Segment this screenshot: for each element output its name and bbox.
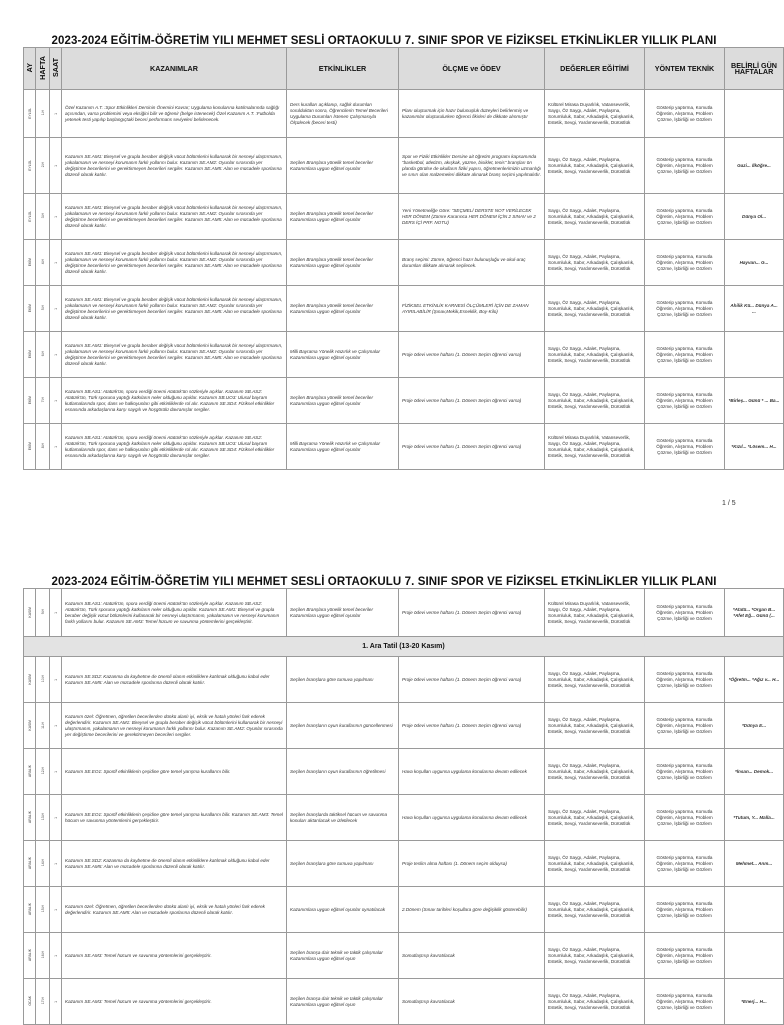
cell-kazanim: Kazanım özel: Öğretmen, öğretilen becerilerden dünkü alanlı iyi, eksik ve hatalı yönleri fark ederek değerlendirir. Kazanım SE.AM1: Bireysel ve grupla beraber değişik vücut bölümlerini kullanarak bir nesneyi ulaştırmanın, yakalamanın ve nesneyi korumanın farklı yollarını bulur. Kazanım SE.AM2: Oyunlar sırasında yer değiştirme becerilerini ve gerektirmeyen becerileri sergiler.	[62, 703, 287, 749]
cell-olcme: Somutlaştırıp kavratılacak	[399, 933, 545, 979]
cell-olcme: Planı oluşturmak için hazır bulunuşluk düzeyleri belirlenmiş ve kazanımlar oluşturulurken öğrenci fikirleri de dikkate alınmıştır	[399, 90, 545, 138]
cell-etkinlik: Seçilen branşlara göre turnuva yapılması	[287, 657, 399, 703]
cell-degerler: Saygı, Öz Saygı, Adalet, Paylaşma, Sorumluluk, Sabır, Arkadaşlık, Çalışkanlık, Estetik, Sevgi, Yardımseverlik, Dürüstlük	[545, 795, 645, 841]
cell-olcme: Proje teslim alma haftası (1. Dönem seçim olduysa)	[399, 841, 545, 887]
table-header-row	[24, 48, 784, 90]
cell-kazanim: Kazanım SE.AM1: Bireysel ve grupla beraber değişik vücut bölümlerini kullanarak bir nesneyi ulaştırmanın, yakalamanın ve nesneyi korumanın farklı yollarını bulur. Kazanım SE.AM2: Oyunlar sırasında yer değiştirme becerilerini ve gerektirmeyen becerileri sergiler. Kazanım SE.AM5: Alan ve mücadele sporlarına düzenli olarak katılır.	[62, 240, 287, 286]
cell-yontem: Gösterip yaptırma, Komutla Öğretim, Alıştırma, Problem Çözme, İşbirliği ve Gözlem	[645, 424, 725, 470]
cell-degerler: Kültürel Mirasa Duyarlılık, Vatanseverlik, Saygı, Öz Saygı, Adalet, Paylaşma, Sorumluluk, Sabır, Arkadaşlık, Çalışkanlık, Estetik, Sevgi, Yardımseverlik, Dürüstlük	[545, 424, 645, 470]
table-row: EYLÜL 1.H 1 Özel Kazanım A.T. :Spor Etkinlikleri Dersinin Önemini Kavrar; Uygulama konularına katılmalarında sağlığı açısından, varsa problemini veya eksiğini bilir ve öğrenir (belge istenecek) Özel Kazanım A.T. :Futbolda yetenek testi yapılıp başlangıçtaki beceri performans seviyeleri belirlenecek. Ders kuralları açıklanıp, sağlık durumları sorulduktan sonra, Öğrencilerin Temel Becerileri Uygulama Durumları İstenen Çalışmasıyla Ölçülecek (beceri testi) Planı oluşturmak için hazır bulunuşluk düzeyleri belirlenmiş ve kazanımlar oluşturulurken öğrenci fikirleri de dikkate alınmıştır Kültürel Mirasa Duyarlılık, Vatanseverlik, Saygı, Öz Saygı, Adalet, Paylaşma, Sorumluluk, Sabır, Arkadaşlık, Çalışkanlık, Estetik, Sevgi, Yardımseverlik, Dürüstlük Gösterip yaptırma, Komutla Öğretim, Alıştırma, Problem Çözme, İşbirliği ve Gözlem	[24, 90, 784, 138]
table-row: ARALIK 12.H 1 Kazanım SE.EO1: Sportif etkinliklerin çeşidine göre temel yarışma kurallarını bilir. Seçilen branşların oyun kurallarının öğretilmesi Hava koşulları uygunsa uygulama konularına devam edilecek Saygı, Öz Saygı, Adalet, Paylaşma, Sorumluluk, Sabır, Arkadaşlık, Çalışkanlık, Estetik, Sevgi, Yardımseverlik, Dürüstlük Gösterip yaptırma, Komutla Öğretim, Alıştırma, Problem Çözme, İşbirliği ve Gözlem *İnsan... Demok...	[24, 749, 784, 795]
cell-etkinlik: Ders kuralları açıklanıp, sağlık durumları sorulduktan sonra, Öğrencilerin Temel Becerileri Uygulama Durumları İstenen Çalışmasıyla Ölçülecek (beceri testi)	[287, 90, 399, 138]
cell-kazanim: Kazanım SE.AM1: Bireysel ve grupla beraber değişik vücut bölümlerini kullanarak bir nesneyi ulaştırmanın, yakalamanın ve nesneyi korumanın farklı yollarını bulur. Kazanım SE.AM2: Oyunlar sırasında yer değiştirme becerilerini ve gerektirmeyen becerileri sergiler. Kazanım SE.AM5: Alan ve mücadele sporlarına düzenli olarak katılır.	[62, 286, 287, 332]
header-degerler: DEĞERLER EĞİTİMİ	[545, 48, 645, 90]
cell-olcme: Hava koşulları uygunsa uygulama konularına devam edilecek	[399, 795, 545, 841]
cell-belirli: *Tutum, Y... Malla...	[725, 795, 784, 841]
cell-belirli: Ahilik Kü... Dünya A... ...	[725, 286, 784, 332]
cell-belirli: *Enerj... H...	[725, 979, 784, 1025]
cell-yontem: Gösterip yaptırma, Komutla Öğretim, Alıştırma, Problem Çözme, İşbirliği ve Gözlem	[645, 332, 725, 378]
cell-olcme: Branş seçimi: Zümre, öğrenci hazır bulunuşluğu ve okul-araç durumları dikkate alınarak seçilecek.	[399, 240, 545, 286]
cell-yontem: Gösterip yaptırma, Komutla Öğretim, Alıştırma, Problem Çözme, İşbirliği ve Gözlem	[645, 795, 725, 841]
cell-yontem: Gösterip yaptırma, Komutla Öğretim, Alıştırma, Problem Çözme, İşbirliği ve Gözlem	[645, 657, 725, 703]
holiday-row	[24, 637, 784, 657]
cell-belirli: *Birleş... Günü * ... Ba...	[725, 378, 784, 424]
table-row: EKİM 4.H 1 Kazanım SE.AM1: Bireysel ve grupla beraber değişik vücut bölümlerini kullanarak bir nesneyi ulaştırmanın, yakalamanın ve nesneyi korumanın farklı yollarını bulur. Kazanım SE.AM2: Oyunlar sırasında yer değiştirme becerilerini ve gerektirmeyen becerileri sergiler. Kazanım SE.AM5: Alan ve mücadele sporlarına düzenli olarak katılır. Seçilen Branşlara yönelik temel beceriler Kazanımlara uygun eğitsel oyunlar Branş seçimi: Zümre, öğrenci hazır bulunuşluğu ve okul-araç durumları dikkate alınarak seçilecek. Saygı, Öz Saygı, Adalet, Paylaşma, Sorumluluk, Sabır, Arkadaşlık, Çalışkanlık, Estetik, Sevgi, Yardımseverlik, Dürüstlük Gösterip yaptırma, Komutla Öğretim, Alıştırma, Problem Çözme, İşbirliği ve Gözlem Hayvan... G...	[24, 240, 784, 286]
cell-etkinlik: Milli Bayrama Yönelik Hazırlık ve Çalışmalar Kazanımlara uygun eğitsel oyunlar	[287, 424, 399, 470]
cell-yontem: Gösterip yaptırma, Komutla Öğretim, Alıştırma, Problem Çözme, İşbirliği ve Gözlem	[645, 240, 725, 286]
table-row: EKİM 6.H 1 Kazanım SE.AM1: Bireysel ve grupla beraber değişik vücut bölümlerini kullanarak bir nesneyi ulaştırmanın, yakalamanın ve nesneyi korumanın farklı yollarını bulur. Kazanım SE.AM2: Oyunlar sırasında yer değiştirme becerilerini ve gerektirmeyen becerileri sergiler. Kazanım SE.AM5: Alan ve mücadele sporlarına düzenli olarak katılır. Milli Bayrama Yönelik Hazırlık ve Çalışmalar Kazanımlara uygun eğitsel oyunlar Proje ödevi verme haftası (1. Dönem Seçim öğrenci varsa) Saygı, Öz Saygı, Adalet, Paylaşma, Sorumluluk, Sabır, Arkadaşlık, Çalışkanlık, Estetik, Sevgi, Yardımseverlik, Dürüstlük Gösterip yaptırma, Komutla Öğretim, Alıştırma, Problem Çözme, İşbirliği ve Gözlem	[24, 332, 784, 378]
cell-degerler: Saygı, Öz Saygı, Adalet, Paylaşma, Sorumluluk, Sabır, Arkadaşlık, Çalışkanlık, Estetik, Sevgi, Yardımseverlik, Dürüstlük	[545, 657, 645, 703]
cell-belirli	[725, 90, 784, 138]
header-hafta: HAFTA	[36, 48, 50, 90]
cell-yontem: Gösterip yaptırma, Komutla Öğretim, Alıştırma, Problem Çözme, İşbirliği ve Gözlem	[645, 703, 725, 749]
cell-belirli	[725, 933, 784, 979]
cell-degerler: Saygı, Öz Saygı, Adalet, Paylaşma, Sorumluluk, Sabır, Arkadaşlık, Çalışkanlık, Estetik, Sevgi, Yardımseverlik, Dürüstlük	[545, 749, 645, 795]
table-row: EKİM 8.H 1 Kazanım SB.AS1: Atatürk'ün, spora verdiği önemi Atatürk'ün sözleriyle açıklar. Kazanım SB.AS2: Atatürk'ün, Türk sporuna yaptığı katkıların neler olduğunu açıklar. Kazanım SB.UO3: Ulusal bayram kutlamalarında spor, dans ve halkoyunları gibi etkinliklerde rol alır. Kazanım SE.SD4: Fiziksel etkinlikler esnasında arkadaşlarına karşı saygılı ve hoşgörülü davranışlar sergiler. Milli Bayrama Yönelik Hazırlık ve Çalışmalar Kazanımlara uygun eğitsel oyunlar Proje ödevi verme haftası (1. Dönem Seçim öğrenci varsa) Kültürel Mirasa Duyarlılık, Vatanseverlik, Saygı, Öz Saygı, Adalet, Paylaşma, Sorumluluk, Sabır, Arkadaşlık, Çalışkanlık, Estetik, Sevgi, Yardımseverlik, Dürüstlük Gösterip yaptırma, Komutla Öğretim, Alıştırma, Problem Çözme, İşbirliği ve Gözlem *Kızıl... *Lösem... H...	[24, 424, 784, 470]
cell-etkinlik: Seçilen branşların oyun kurallarının güncellenmesi	[287, 703, 399, 749]
cell-belirli: *Dünya E...	[725, 703, 784, 749]
cell-yontem: Gösterip yaptırma, Komutla Öğretim, Alıştırma, Problem Çözme, İşbirliği ve Gözlem	[645, 589, 725, 637]
cell-kazanim: Kazanım SE.AM1: Bireysel ve grupla beraber değişik vücut bölümlerini kullanarak bir nesneyi ulaştırmanın, yakalamanın ve nesneyi korumanın farklı yollarını bulur. Kazanım SE.AM2: Oyunlar sırasında yer değiştirme becerilerini ve gerektirmeyen becerileri sergiler. Kazanım SE.AM5: Alan ve mücadele sporlarına düzenli olarak katılır.	[62, 194, 287, 240]
page-title-2: 2023-2024 EĞİTİM-ÖĞRETİM YILI MEHMET SESLİ ORTAOKULU 7. SINIF SPOR VE FİZİKSEL ETKİNLİKLER YILLIK PLANI	[51, 576, 717, 588]
cell-kazanim: Kazanım özel: Öğretmen, öğretilen becerilerden dünkü alanlı iyi, eksik ve hatalı yönleri fark ederek değerlendirir. Kazanım SE.AM5: Alan ve mücadele sporlarına düzenli olarak katılır.	[62, 887, 287, 933]
cell-etkinlik: Seçilen Branşlara yönelik temel beceriler Kazanımlara uygun eğitsel oyunlar	[287, 378, 399, 424]
table-row: KASIM 10.H 1 Kazanım SE.SD2: Kazanma da kaybetme de önemli olanın etkinliklere katılmak olduğunu kabul eder Kazanım SE.AM5: Alan ve mücadele sporlarına düzenli olarak katılır. Seçilen branşlara göre turnuva yapılması Proje ödevi verme haftası (1. Dönem Seçim öğrenci varsa) Saygı, Öz Saygı, Adalet, Paylaşma, Sorumluluk, Sabır, Arkadaşlık, Çalışkanlık, Estetik, Sevgi, Yardımseverlik, Dürüstlük Gösterip yaptırma, Komutla Öğretim, Alıştırma, Problem Çözme, İşbirliği ve Gözlem *Öğretm... *Ağız v... H...	[24, 657, 784, 703]
cell-belirli: *Atatü... *Organ B... *Afet Eğ... Günü (...	[725, 589, 784, 637]
table-row: ARALIK 14.H 1 Kazanım SE.SD2: Kazanma da kaybetme de önemli olanın etkinliklere katılmak olduğunu kabul eder Kazanım SE.AM5: Alan ve mücadele sporlarına düzenli olarak katılır. Seçilen branşlara göre turnuva yapılması Proje teslim alma haftası (1. Dönem seçim olduysa) Saygı, Öz Saygı, Adalet, Paylaşma, Sorumluluk, Sabır, Arkadaşlık, Çalışkanlık, Estetik, Sevgi, Yardımseverlik, Dürüstlük Gösterip yaptırma, Komutla Öğretim, Alıştırma, Problem Çözme, İşbirliği ve Gözlem Mehmet... Anm...	[24, 841, 784, 887]
cell-degerler: Saygı, Öz Saygı, Adalet, Paylaşma, Sorumluluk, Sabır, Arkadaşlık, Çalışkanlık, Estetik, Sevgi, Yardımseverlik, Dürüstlük	[545, 933, 645, 979]
cell-degerler: Saygı, Öz Saygı, Adalet, Paylaşma, Sorumluluk, Sabır, Arkadaşlık, Çalışkanlık, Estetik, Sevgi, Yardımseverlik, Dürüstlük	[545, 703, 645, 749]
cell-kazanim: Kazanım SE.SD2: Kazanma da kaybetme de önemli olanın etkinliklere katılmak olduğunu kabul eder Kazanım SE.AM5: Alan ve mücadele sporlarına düzenli olarak katılır.	[62, 841, 287, 887]
cell-degerler: Saygı, Öz Saygı, Adalet, Paylaşma, Sorumluluk, Sabır, Arkadaşlık, Çalışkanlık, Estetik, Sevgi, Yardımseverlik, Dürüstlük	[545, 138, 645, 194]
header-etkinlikler: ETKİNLİKLER	[287, 48, 399, 90]
cell-belirli: Hayvan... G...	[725, 240, 784, 286]
cell-etkinlik: Seçilen Branşlara yönelik temel beceriler Kazanımlara uygun eğitsel oyunlar	[287, 194, 399, 240]
cell-etkinlik: Seçilen branşların oyun kurallarının öğretilmesi	[287, 749, 399, 795]
cell-yontem: Gösterip yaptırma, Komutla Öğretim, Alıştırma, Problem Çözme, İşbirliği ve Gözlem	[645, 749, 725, 795]
table-row: KASIM 9.H 1 Kazanım SB.AS1: Atatürk'ün, spora verdiği önemi Atatürk'ün sözleriyle açıklar. Kazanım SB.AS2: Atatürk'ün, Türk sporuna yaptığı katkıların neler olduğunu açıklar. Kazanım SE.AM1: Bireysel ve grupla beraber değişik vücut bölümlerini kullanarak bir nesneyi ulaştırmanın, yakalamanın ve nesneyi korumanın farklı yollarını bulur. Kazanım SE.AM3: Temel hücum ve savunma yöntemlerini gerçekleştirir. Seçilen Branşlara yönelik temel beceriler Kazanımlara uygun eğitsel oyunlar Proje ödevi verme haftası (1. Dönem Seçim öğrenci varsa) Kültürel Mirasa Duyarlılık, Vatanseverlik, Saygı, Öz Saygı, Adalet, Paylaşma, Sorumluluk, Sabır, Arkadaşlık, Çalışkanlık, Estetik, Sevgi, Yardımseverlik, Dürüstlük Gösterip yaptırma, Komutla Öğretim, Alıştırma, Problem Çözme, İşbirliği ve Gözlem *Atatü... *Organ B... *Afet Eğ... Günü (...	[24, 589, 784, 637]
cell-belirli: *Öğretm... *Ağız v... H...	[725, 657, 784, 703]
cell-degerler: Saygı, Öz Saygı, Adalet, Paylaşma, Sorumluluk, Sabır, Arkadaşlık, Çalışkanlık, Estetik, Sevgi, Yardımseverlik, Dürüstlük	[545, 332, 645, 378]
cell-etkinlik: Seçilen branşa dair teknik ve taktik çalışmalar Kazanımlara uygun eğitsel oyun	[287, 933, 399, 979]
cell-etkinlik: Seçilen branşlarda taktiksel hücum ve savunma konuları aktarılacak ve izletilecek	[287, 795, 399, 841]
header-olcme: ÖLÇME ve ÖDEV	[399, 48, 545, 90]
table-row: ARALIK 13.H 1 Kazanım SE.EO1: Sportif etkinliklerin çeşidine göre temel yarışma kurallarını bilir. Kazanım SE.AM3: Temel hücum ve savunma yöntemlerini gerçekleştirir. Seçilen branşlarda taktiksel hücum ve savunma konuları aktarılacak ve izletilecek Hava koşulları uygunsa uygulama konularına devam edilecek Saygı, Öz Saygı, Adalet, Paylaşma, Sorumluluk, Sabır, Arkadaşlık, Çalışkanlık, Estetik, Sevgi, Yardımseverlik, Dürüstlük Gösterip yaptırma, Komutla Öğretim, Alıştırma, Problem Çözme, İşbirliği ve Gözlem *Tutum, Y... Malla...	[24, 795, 784, 841]
holiday-label: 1. Ara Tatil (13-20 Kasım)	[24, 637, 784, 657]
cell-belirli	[725, 887, 784, 933]
cell-degerler: Saygı, Öz Saygı, Adalet, Paylaşma, Sorumluluk, Sabır, Arkadaşlık, Çalışkanlık, Estetik, Sevgi, Yardımseverlik, Dürüstlük	[545, 286, 645, 332]
cell-olcme: 2.Dönem (Sınav tarihleri koşullara göre değişiklik gösterebilir)	[399, 887, 545, 933]
cell-olcme: Somutlaştırıp kavratılacak	[399, 979, 545, 1025]
cell-kazanim: Özel Kazanım A.T. :Spor Etkinlikleri Dersinin Önemini Kavrar; Uygulama konularına katılmalarında sağlığı açısından, varsa problemini veya eksiğini bilir ve öğrenir (belge istenecek) Özel Kazanım A.T. :Futbolda yetenek testi yapılıp başlangıçtaki beceri performans seviyeleri belirlenecek.	[62, 90, 287, 138]
cell-olcme: Proje ödevi verme haftası (1. Dönem Seçim öğrenci varsa)	[399, 657, 545, 703]
cell-belirli: Mehmet... Anm...	[725, 841, 784, 887]
cell-olcme: Proje ödevi verme haftası (1. Dönem Seçim öğrenci varsa)	[399, 703, 545, 749]
cell-etkinlik: Seçilen Branşlara yönelik temel beceriler Kazanımlara uygun eğitsel oyunlar	[287, 240, 399, 286]
table-row: ARALIK 16.H 1 Kazanım SE.AM3: Temel hücum ve savunma yöntemlerini gerçekleştirir. Seçilen branşa dair teknik ve taktik çalışmalar Kazanımlara uygun eğitsel oyun Somutlaştırıp kavratılacak Saygı, Öz Saygı, Adalet, Paylaşma, Sorumluluk, Sabır, Arkadaşlık, Çalışkanlık, Estetik, Sevgi, Yardımseverlik, Dürüstlük Gösterip yaptırma, Komutla Öğretim, Alıştırma, Problem Çözme, İşbirliği ve Gözlem	[24, 933, 784, 979]
cell-degerler: Saygı, Öz Saygı, Adalet, Paylaşma, Sorumluluk, Sabır, Arkadaşlık, Çalışkanlık, Estetik, Sevgi, Yardımseverlik, Dürüstlük	[545, 378, 645, 424]
header-saat: SAAT	[50, 48, 62, 90]
table-row: EKİM 5.H 1 Kazanım SE.AM1: Bireysel ve grupla beraber değişik vücut bölümlerini kullanarak bir nesneyi ulaştırmanın, yakalamanın ve nesneyi korumanın farklı yollarını bulur. Kazanım SE.AM2: Oyunlar sırasında yer değiştirme becerilerini ve gerektirmeyen becerileri sergiler. Kazanım SE.AM5: Alan ve mücadele sporlarına düzenli olarak katılır. Seçilen Branşlara yönelik temel beceriler Kazanımlara uygun eğitsel oyunlar FİZİKSEL ETKİNLİK KARNESİ ÖLÇÜMLERİ İÇİN DE ZAMAN AYIRILABİLİR (Şınav,Mekik,Esneklik, Boy-Kilo) Saygı, Öz Saygı, Adalet, Paylaşma, Sorumluluk, Sabır, Arkadaşlık, Çalışkanlık, Estetik, Sevgi, Yardımseverlik, Dürüstlük Gösterip yaptırma, Komutla Öğretim, Alıştırma, Problem Çözme, İşbirliği ve Gözlem Ahilik Kü... Dünya A... ...	[24, 286, 784, 332]
cell-olcme: Proje ödevi verme haftası (1. Dönem Seçim öğrenci varsa)	[399, 424, 545, 470]
cell-yontem: Gösterip yaptırma, Komutla Öğretim, Alıştırma, Problem Çözme, İşbirliği ve Gözlem	[645, 90, 725, 138]
cell-degerler: Kültürel Mirasa Duyarlılık, Vatanseverlik, Saygı, Öz Saygı, Adalet, Paylaşma, Sorumluluk, Sabır, Arkadaşlık, Çalışkanlık, Estetik, Sevgi, Yardımseverlik, Dürüstlük	[545, 589, 645, 637]
cell-etkinlik: Seçilen Branşlara yönelik temel beceriler Kazanımlara uygun eğitsel oyunlar	[287, 138, 399, 194]
cell-yontem: Gösterip yaptırma, Komutla Öğretim, Alıştırma, Problem Çözme, İşbirliği ve Gözlem	[645, 979, 725, 1025]
cell-belirli: Gazi... İlköğre...	[725, 138, 784, 194]
cell-kazanim: Kazanım SE.SD2: Kazanma da kaybetme de önemli olanın etkinliklere katılmak olduğunu kabul eder Kazanım SE.AM5: Alan ve mücadele sporlarına düzenli olarak katılır.	[62, 657, 287, 703]
cell-etkinlik: Milli Bayrama Yönelik Hazırlık ve Çalışmalar Kazanımlara uygun eğitsel oyunlar	[287, 332, 399, 378]
plan-table	[23, 47, 784, 470]
header-yontem: YÖNTEM TEKNİK	[645, 48, 725, 90]
cell-kazanim: Kazanım SB.AS1: Atatürk'ün, spora verdiği önemi Atatürk'ün sözleriyle açıklar. Kazanım SB.AS2: Atatürk'ün, Türk sporuna yaptığı katkıların neler olduğunu açıklar. Kazanım SB.UO3: Ulusal bayram kutlamalarında spor, dans ve halkoyunları gibi etkinliklerde rol alır. Kazanım SE.SD4: Fiziksel etkinlikler esnasında arkadaşlarına karşı saygılı ve hoşgörülü davranışlar sergiler.	[62, 378, 287, 424]
cell-belirli: *İnsan... Demok...	[725, 749, 784, 795]
cell-olcme: Yeni Yönetmeliğe Göre: "SEÇMELİ DERSTE NOT VERİLECEK HER DÖNEM (Zümre Kararınca HER DÖNEM İÇİN 2 SINAV ve 2 DERS İÇİ PRF. NOTU)	[399, 194, 545, 240]
cell-etkinlik: Kazanımlara uygun eğitsel oyunlar oynatılacak	[287, 887, 399, 933]
page-number: 1 / 5	[722, 500, 736, 507]
header-ay: AY	[24, 48, 36, 90]
table-row: OCAK 17.H 1 Kazanım SE.AM3: Temel hücum ve savunma yöntemlerini gerçekleştirir. Seçilen branşa dair teknik ve taktik çalışmalar Kazanımlara uygun eğitsel oyun Somutlaştırıp kavratılacak Saygı, Öz Saygı, Adalet, Paylaşma, Sorumluluk, Sabır, Arkadaşlık, Çalışkanlık, Estetik, Sevgi, Yardımseverlik, Dürüstlük Gösterip yaptırma, Komutla Öğretim, Alıştırma, Problem Çözme, İşbirliği ve Gözlem *Enerj... H...	[24, 979, 784, 1025]
cell-yontem: Gösterip yaptırma, Komutla Öğretim, Alıştırma, Problem Çözme, İşbirliği ve Gözlem	[645, 138, 725, 194]
plan-table-2	[23, 588, 784, 1025]
cell-kazanim: Kazanım SE.AM1: Bireysel ve grupla beraber değişik vücut bölümlerini kullanarak bir nesneyi ulaştırmanın, yakalamanın ve nesneyi korumanın farklı yollarını bulur. Kazanım SE.AM2: Oyunlar sırasında yer değiştirme becerilerini ve gerektirmeyen becerileri sergiler. Kazanım SE.AM5: Alan ve mücadele sporlarına düzenli olarak katılır.	[62, 332, 287, 378]
cell-yontem: Gösterip yaptırma, Komutla Öğretim, Alıştırma, Problem Çözme, İşbirliği ve Gözlem	[645, 378, 725, 424]
cell-kazanim: Kazanım SB.AS1: Atatürk'ün, spora verdiği önemi Atatürk'ün sözleriyle açıklar. Kazanım SB.AS2: Atatürk'ün, Türk sporuna yaptığı katkıların neler olduğunu açıklar. Kazanım SB.UO3: Ulusal bayram kutlamalarında spor, dans ve halkoyunları gibi etkinliklerde rol alır. Kazanım SE.SD4: Fiziksel etkinlikler esnasında arkadaşlarına karşı saygılı ve hoşgörülü davranışlar sergiler.	[62, 424, 287, 470]
cell-degerler: Kültürel Mirasa Duyarlılık, Vatanseverlik, Saygı, Öz Saygı, Adalet, Paylaşma, Sorumluluk, Sabır, Arkadaşlık, Çalışkanlık, Estetik, Sevgi, Yardımseverlik, Dürüstlük	[545, 90, 645, 138]
header-belirli: BELİRLİ GÜN HAFTALAR	[725, 48, 784, 90]
table-row: EYLÜL 2.H 1 Kazanım SE.AM1: Bireysel ve grupla beraber değişik vücut bölümlerini kullanarak bir nesneyi ulaştırmanın, yakalamanın ve nesneyi korumanın farklı yollarını bulur. Kazanım SE.AM2: Oyunlar sırasında yer değiştirme becerilerini ve gerektirmeyen becerileri sergiler. Kazanım SE.AM5: Alan ve mücadele sporlarına düzenli olarak katılır. Seçilen Branşlara yönelik temel beceriler Kazanımlara uygun eğitsel oyunlar Spor ve Fiziki Etkinlikler Dersine ait öğretim programı kapsamında "basketbol, atletizm, akışkak, yüzme, bisiklet, tenis" branşları ön planda görülse de okulların fiziki yapısı, öğretmenlerimizin uzmanlığı ve sınırı olan malzemeleri dikkate alınarak branş seçimi yapılmalıdır. Saygı, Öz Saygı, Adalet, Paylaşma, Sorumluluk, Sabır, Arkadaşlık, Çalışkanlık, Estetik, Sevgi, Yardımseverlik, Dürüstlük Gösterip yaptırma, Komutla Öğretim, Alıştırma, Problem Çözme, İşbirliği ve Gözlem Gazi... İlköğre...	[24, 138, 784, 194]
cell-kazanim: Kazanım SE.AM1: Bireysel ve grupla beraber değişik vücut bölümlerini kullanarak bir nesneyi ulaştırmanın, yakalamanın ve nesneyi korumanın farklı yollarını bulur. Kazanım SE.AM2: Oyunlar sırasında yer değiştirme becerilerini ve gerektirmeyen becerileri sergiler. Kazanım SE.AM5: Alan ve mücadele sporlarına düzenli olarak katılır.	[62, 138, 287, 194]
cell-belirli	[725, 332, 784, 378]
page-title: 2023-2024 EĞİTİM-ÖĞRETİM YILI MEHMET SESLİ ORTAOKULU 7. SINIF SPOR VE FİZİKSEL ETKİNLİKLER YILLIK PLANI	[51, 35, 717, 47]
cell-kazanim: Kazanım SE.EO1: Sportif etkinliklerin çeşidine göre temel yarışma kurallarını bilir.	[62, 749, 287, 795]
cell-degerler: Saygı, Öz Saygı, Adalet, Paylaşma, Sorumluluk, Sabır, Arkadaşlık, Çalışkanlık, Estetik, Sevgi, Yardımseverlik, Dürüstlük	[545, 887, 645, 933]
cell-yontem: Gösterip yaptırma, Komutla Öğretim, Alıştırma, Problem Çözme, İşbirliği ve Gözlem	[645, 194, 725, 240]
cell-belirli: *Kızıl... *Lösem... H...	[725, 424, 784, 470]
cell-kazanim: Kazanım SE.AM3: Temel hücum ve savunma yöntemlerini gerçekleştirir.	[62, 979, 287, 1025]
cell-yontem: Gösterip yaptırma, Komutla Öğretim, Alıştırma, Problem Çözme, İşbirliği ve Gözlem	[645, 286, 725, 332]
cell-olcme: Proje ödevi verme haftası (1. Dönem Seçim öğrenci varsa)	[399, 589, 545, 637]
table-row: KASIM 11.H 1 Kazanım özel: Öğretmen, öğretilen becerilerden dünkü alanlı iyi, eksik ve hatalı yönleri fark ederek değerlendirir. Kazanım SE.AM1: Bireysel ve grupla beraber değişik vücut bölümlerini kullanarak bir nesneyi ulaştırmanın, yakalamanın ve nesneyi korumanın farklı yollarını bulur. Kazanım SE.AM2: Oyunlar sırasında yer değiştirme becerilerini ve gerektirmeyen becerileri sergiler. Seçilen branşların oyun kurallarının güncellenmesi Proje ödevi verme haftası (1. Dönem Seçim öğrenci varsa) Saygı, Öz Saygı, Adalet, Paylaşma, Sorumluluk, Sabır, Arkadaşlık, Çalışkanlık, Estetik, Sevgi, Yardımseverlik, Dürüstlük Gösterip yaptırma, Komutla Öğretim, Alıştırma, Problem Çözme, İşbirliği ve Gözlem *Dünya E...	[24, 703, 784, 749]
cell-yontem: Gösterip yaptırma, Komutla Öğretim, Alıştırma, Problem Çözme, İşbirliği ve Gözlem	[645, 841, 725, 887]
cell-kazanim: Kazanım SE.EO1: Sportif etkinliklerin çeşidine göre temel yarışma kurallarını bilir. Kazanım SE.AM3: Temel hücum ve savunma yöntemlerini gerçekleştirir.	[62, 795, 287, 841]
cell-degerler: Saygı, Öz Saygı, Adalet, Paylaşma, Sorumluluk, Sabır, Arkadaşlık, Çalışkanlık, Estetik, Sevgi, Yardımseverlik, Dürüstlük	[545, 979, 645, 1025]
cell-belirli: Dünya Ol...	[725, 194, 784, 240]
cell-degerler: Saygı, Öz Saygı, Adalet, Paylaşma, Sorumluluk, Sabır, Arkadaşlık, Çalışkanlık, Estetik, Sevgi, Yardımseverlik, Dürüstlük	[545, 194, 645, 240]
cell-degerler: Saygı, Öz Saygı, Adalet, Paylaşma, Sorumluluk, Sabır, Arkadaşlık, Çalışkanlık, Estetik, Sevgi, Yardımseverlik, Dürüstlük	[545, 841, 645, 887]
cell-etkinlik: Seçilen branşlara göre turnuva yapılması	[287, 841, 399, 887]
cell-olcme: Hava koşulları uygunsa uygulama konularına devam edilecek	[399, 749, 545, 795]
table-row: EKİM 7.H 1 Kazanım SB.AS1: Atatürk'ün, spora verdiği önemi Atatürk'ün sözleriyle açıklar. Kazanım SB.AS2: Atatürk'ün, Türk sporuna yaptığı katkıların neler olduğunu açıklar. Kazanım SB.UO3: Ulusal bayram kutlamalarında spor, dans ve halkoyunları gibi etkinliklerde rol alır. Kazanım SE.SD4: Fiziksel etkinlikler esnasında arkadaşlarına karşı saygılı ve hoşgörülü davranışlar sergiler. Seçilen Branşlara yönelik temel beceriler Kazanımlara uygun eğitsel oyunlar Proje ödevi verme haftası (1. Dönem Seçim öğrenci varsa) Saygı, Öz Saygı, Adalet, Paylaşma, Sorumluluk, Sabır, Arkadaşlık, Çalışkanlık, Estetik, Sevgi, Yardımseverlik, Dürüstlük Gösterip yaptırma, Komutla Öğretim, Alıştırma, Problem Çözme, İşbirliği ve Gözlem *Birleş... Günü * ... Ba...	[24, 378, 784, 424]
cell-etkinlik: Seçilen branşa dair teknik ve taktik çalışmalar Kazanımlara uygun eğitsel oyun	[287, 979, 399, 1025]
table-row: ARALIK 15.H 1 Kazanım özel: Öğretmen, öğretilen becerilerden dünkü alanlı iyi, eksik ve hatalı yönleri fark ederek değerlendirir. Kazanım SE.AM5: Alan ve mücadele sporlarına düzenli olarak katılır. Kazanımlara uygun eğitsel oyunlar oynatılacak 2.Dönem (Sınav tarihleri koşullara göre değişiklik gösterebilir) Saygı, Öz Saygı, Adalet, Paylaşma, Sorumluluk, Sabır, Arkadaşlık, Çalışkanlık, Estetik, Sevgi, Yardımseverlik, Dürüstlük Gösterip yaptırma, Komutla Öğretim, Alıştırma, Problem Çözme, İşbirliği ve Gözlem	[24, 887, 784, 933]
cell-kazanim: Kazanım SE.AM3: Temel hücum ve savunma yöntemlerini gerçekleştirir.	[62, 933, 287, 979]
cell-etkinlik: Seçilen Branşlara yönelik temel beceriler Kazanımlara uygun eğitsel oyunlar	[287, 286, 399, 332]
table-row: EYLÜL 3.H 1 Kazanım SE.AM1: Bireysel ve grupla beraber değişik vücut bölümlerini kullanarak bir nesneyi ulaştırmanın, yakalamanın ve nesneyi korumanın farklı yollarını bulur. Kazanım SE.AM2: Oyunlar sırasında yer değiştirme becerilerini ve gerektirmeyen becerileri sergiler. Kazanım SE.AM5: Alan ve mücadele sporlarına düzenli olarak katılır. Seçilen Branşlara yönelik temel beceriler Kazanımlara uygun eğitsel oyunlar Yeni Yönetmeliğe Göre: "SEÇMELİ DERSTE NOT VERİLECEK HER DÖNEM (Zümre Kararınca HER DÖNEM İÇİN 2 SINAV ve 2 DERS İÇİ PRF. NOTU) Saygı, Öz Saygı, Adalet, Paylaşma, Sorumluluk, Sabır, Arkadaşlık, Çalışkanlık, Estetik, Sevgi, Yardımseverlik, Dürüstlük Gösterip yaptırma, Komutla Öğretim, Alıştırma, Problem Çözme, İşbirliği ve Gözlem Dünya Ol...	[24, 194, 784, 240]
cell-olcme: Proje ödevi verme haftası (1. Dönem Seçim öğrenci varsa)	[399, 332, 545, 378]
cell-degerler: Saygı, Öz Saygı, Adalet, Paylaşma, Sorumluluk, Sabır, Arkadaşlık, Çalışkanlık, Estetik, Sevgi, Yardımseverlik, Dürüstlük	[545, 240, 645, 286]
cell-olcme: FİZİKSEL ETKİNLİK KARNESİ ÖLÇÜMLERİ İÇİN DE ZAMAN AYIRILABİLİR (Şınav,Mekik,Esneklik, Boy-Kilo)	[399, 286, 545, 332]
cell-olcme: Spor ve Fiziki Etkinlikler Dersine ait öğretim programı kapsamında "basketbol, atletizm, akışkak, yüzme, bisiklet, tenis" branşları ön planda görülse de okulların fiziki yapısı, öğretmenlerimizin uzmanlığı ve sınırı olan malzemeleri dikkate alınarak branş seçimi yapılmalıdır.	[399, 138, 545, 194]
cell-yontem: Gösterip yaptırma, Komutla Öğretim, Alıştırma, Problem Çözme, İşbirliği ve Gözlem	[645, 933, 725, 979]
cell-kazanim: Kazanım SB.AS1: Atatürk'ün, spora verdiği önemi Atatürk'ün sözleriyle açıklar. Kazanım SB.AS2: Atatürk'ün, Türk sporuna yaptığı katkıların neler olduğunu açıklar. Kazanım SE.AM1: Bireysel ve grupla beraber değişik vücut bölümlerini kullanarak bir nesneyi ulaştırmanın, yakalamanın ve nesneyi korumanın farklı yollarını bulur. Kazanım SE.AM3: Temel hücum ve savunma yöntemlerini gerçekleştirir.	[62, 589, 287, 637]
cell-yontem: Gösterip yaptırma, Komutla Öğretim, Alıştırma, Problem Çözme, İşbirliği ve Gözlem	[645, 887, 725, 933]
cell-etkinlik: Seçilen Branşlara yönelik temel beceriler Kazanımlara uygun eğitsel oyunlar	[287, 589, 399, 637]
header-kazanimlar: KAZANIMLAR	[62, 48, 287, 90]
cell-olcme: Proje ödevi verme haftası (1. Dönem Seçim öğrenci varsa)	[399, 378, 545, 424]
